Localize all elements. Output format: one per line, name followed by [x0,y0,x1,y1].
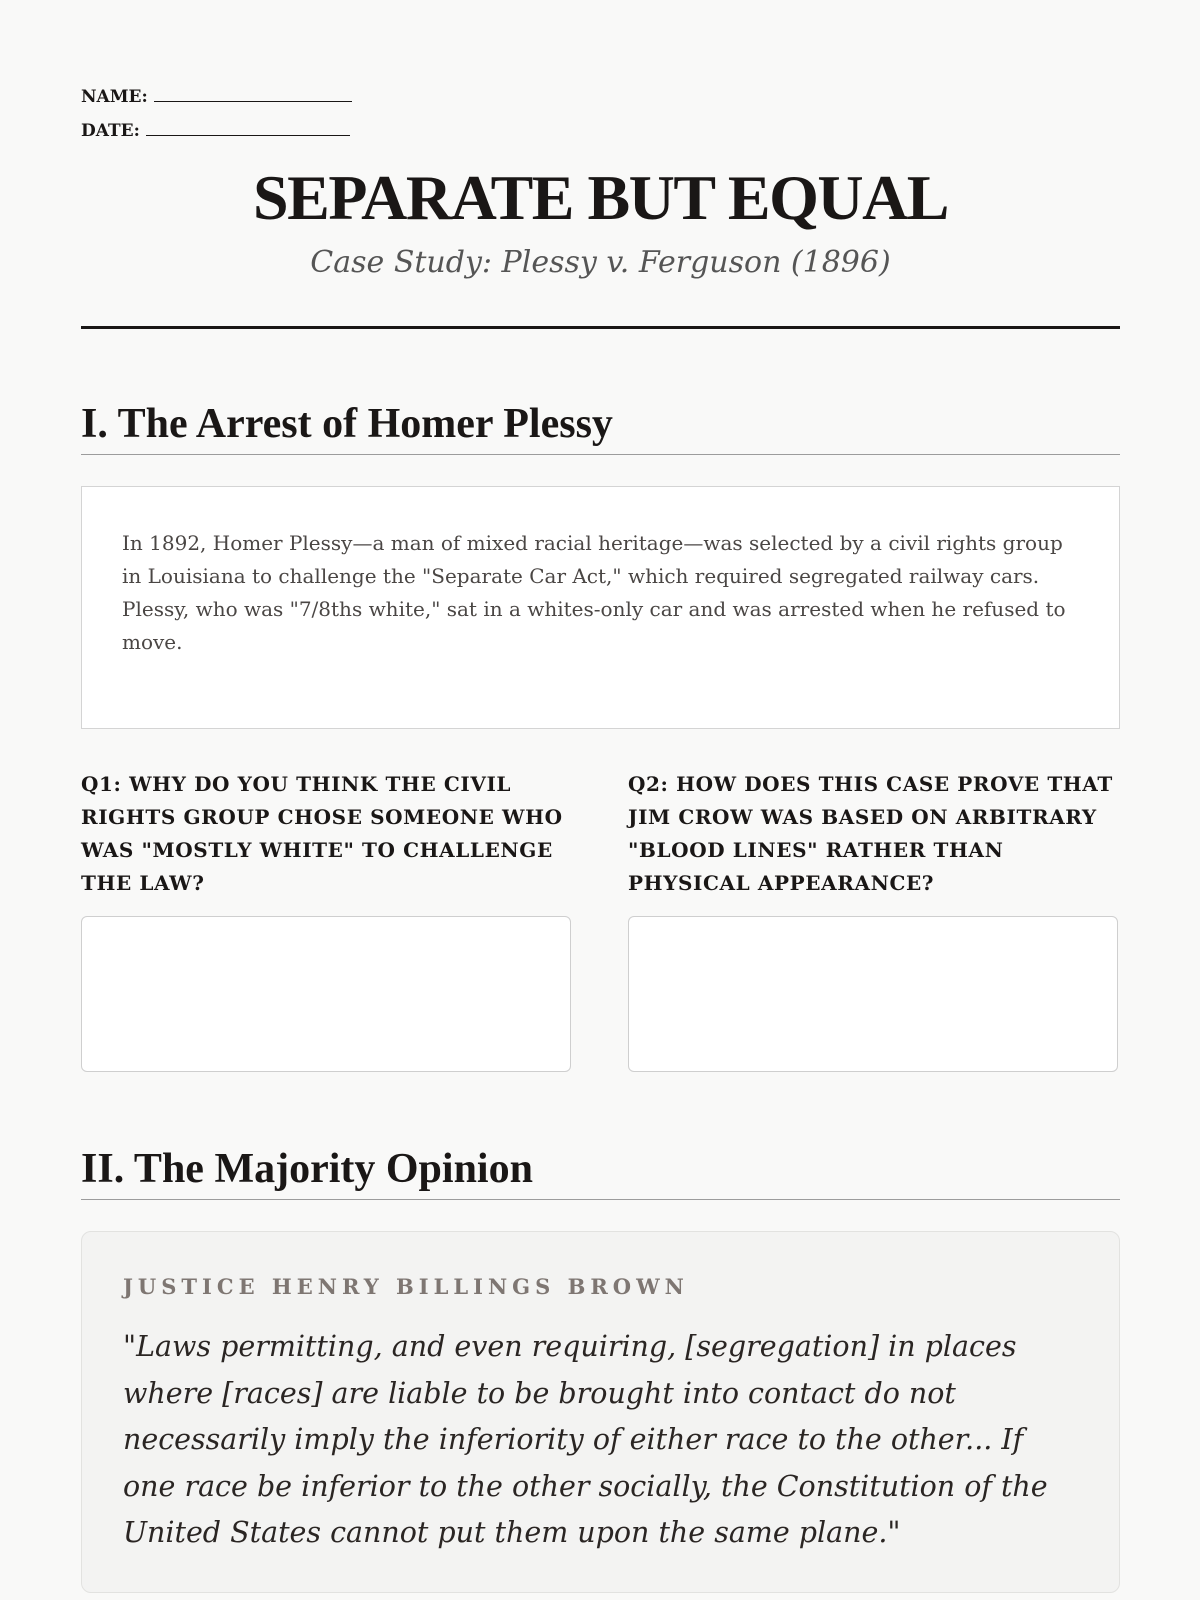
title-divider [81,326,1120,329]
quote-speaker: JUSTICE HENRY BILLINGS BROWN [123,1274,689,1299]
page-title: SEPARATE BUT EQUAL [253,162,948,233]
date-field[interactable] [146,121,350,136]
name-field[interactable] [154,87,352,102]
question-1-prompt: Q1: WHY DO YOU THINK THE CIVIL RIGHTS GROUP CHOSE SOMEONE WHO WAS "MOSTLY WHITE" TO CHALLENGE THE LAW? [81,772,563,895]
name-label: NAME: [81,87,148,107]
passage-text: In 1892, Homer Plessy—a man of mixed racial heritage—was selected by a civil rights group in Louisiana to challenge the "Separate Car Act," which required segregated railway cars. Plessy, who was "7/8ths white," sat in a whites-only car and was arrested when he refused to move. [122,531,1066,654]
date-row [81,114,352,148]
question-1-answer-box[interactable] [81,916,571,1072]
date-label: DATE: [81,121,140,141]
passage-box [81,486,1120,729]
name-row [81,80,352,114]
quote-box [81,1231,1120,1593]
section-heading-arrest: I. The Arrest of Homer Plessy [81,396,1120,455]
question-2-answer-box[interactable] [628,916,1118,1072]
student-info [81,80,352,148]
section-heading-majority-opinion: II. The Majority Opinion [81,1141,1120,1200]
page-subtitle: Case Study: Plessy v. Ferguson (1896) [310,245,891,280]
quote-text: "Laws permitting, and even requiring, [segregation] in places where [races] are liable to be brought into contact do not necessarily imply the inferiority of either race to the other... If one race be inferior to the other socially, the Constitution of the United States cannot put them upon the same plane." [123,1330,1048,1549]
question-2-prompt: Q2: HOW DOES THIS CASE PROVE THAT JIM CROW WAS BASED ON ARBITRARY "BLOOD LINES" RATHER THAN PHYSICAL APPEARANCE? [628,772,1113,895]
